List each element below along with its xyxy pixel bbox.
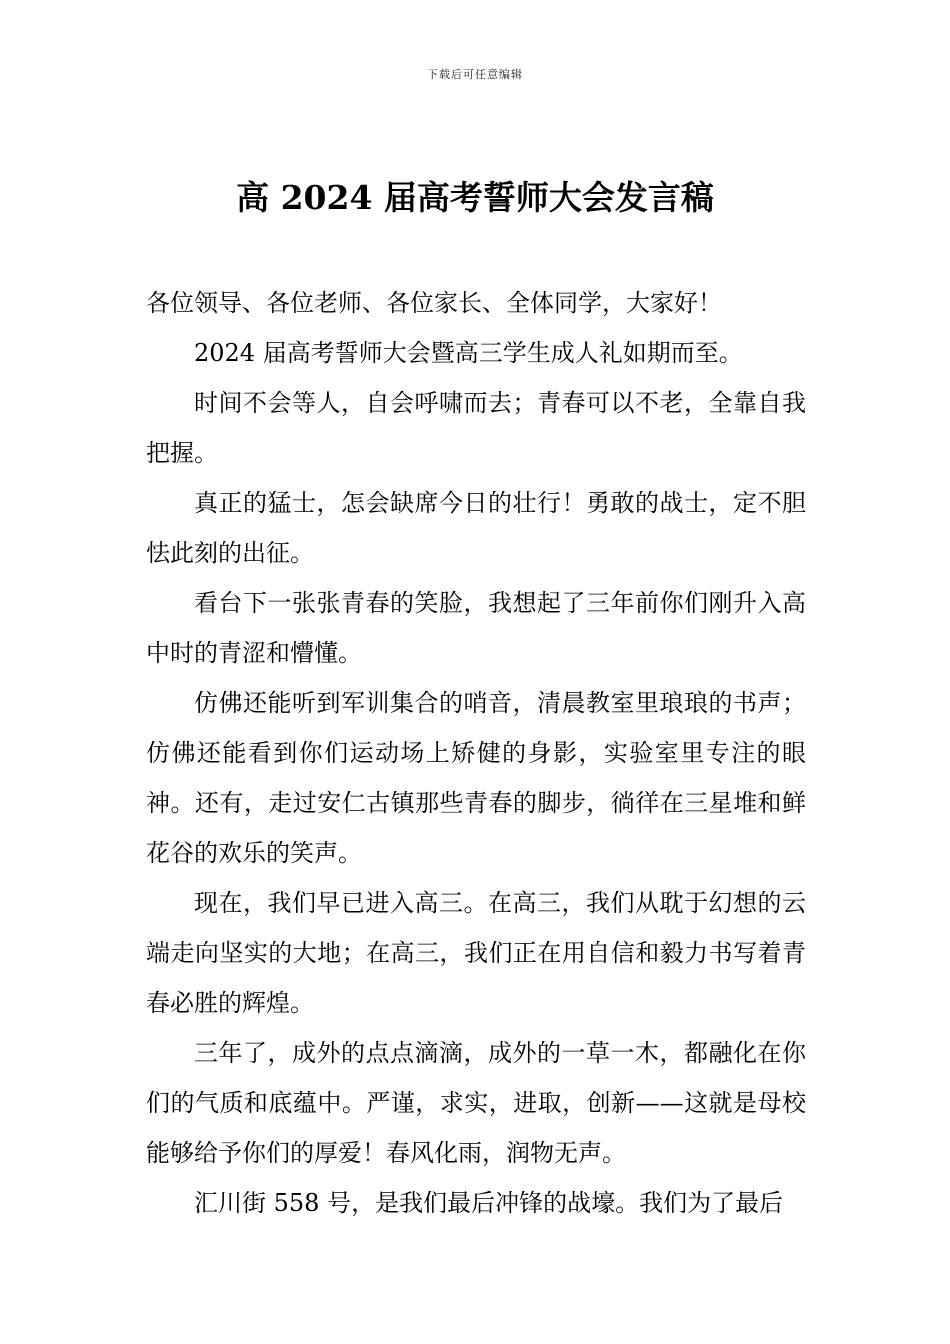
body-paragraph: 汇川街 558 号，是我们最后冲锋的战壕。我们为了最后	[194, 1189, 784, 1217]
body-paragraph: 三年了，成外的点点滴滴，成外的一草一木，都融化在你们的气质和底蕴中。严谨，求实，进取，创新——这就是母校能够给予你们的厚爱！春风化雨，润物无声。	[146, 1039, 806, 1167]
body-paragraph: 看台下一张张青春的笑脸，我想起了三年前你们刚升入高中时的青涩和懵懂。	[146, 589, 806, 667]
page-header-note: 下载后可任意编辑	[427, 68, 523, 81]
body-paragraph: 时间不会等人，自会呼啸而去；青春可以不老，全靠自我把握。	[146, 389, 806, 467]
document-title: 高 2024 届高考誓师大会发言稿	[236, 178, 714, 217]
body-paragraph: 现在，我们早已进入高三。在高三，我们从耽于幻想的云端走向坚实的大地；在高三，我们正在用自信和毅力书写着青春必胜的辉煌。	[146, 889, 806, 1017]
document-body	[146, 278, 806, 1228]
greeting-paragraph: 各位领导、各位老师、各位家长、全体同学，大家好！	[146, 289, 722, 317]
body-paragraph: 2024 届高考誓师大会暨高三学生成人礼如期而至。	[194, 339, 743, 367]
body-paragraph: 真正的猛士，怎会缺席今日的壮行！勇敢的战士，定不胆怯此刻的出征。	[146, 489, 806, 567]
body-paragraph: 仿佛还能听到军训集合的哨音，清晨教室里琅琅的书声；仿佛还能看到你们运动场上矫健的身影，实验室里专注的眼神。还有，走过安仁古镇那些青春的脚步，徜徉在三星堆和鲜花谷的欢乐的笑声。	[146, 689, 806, 867]
